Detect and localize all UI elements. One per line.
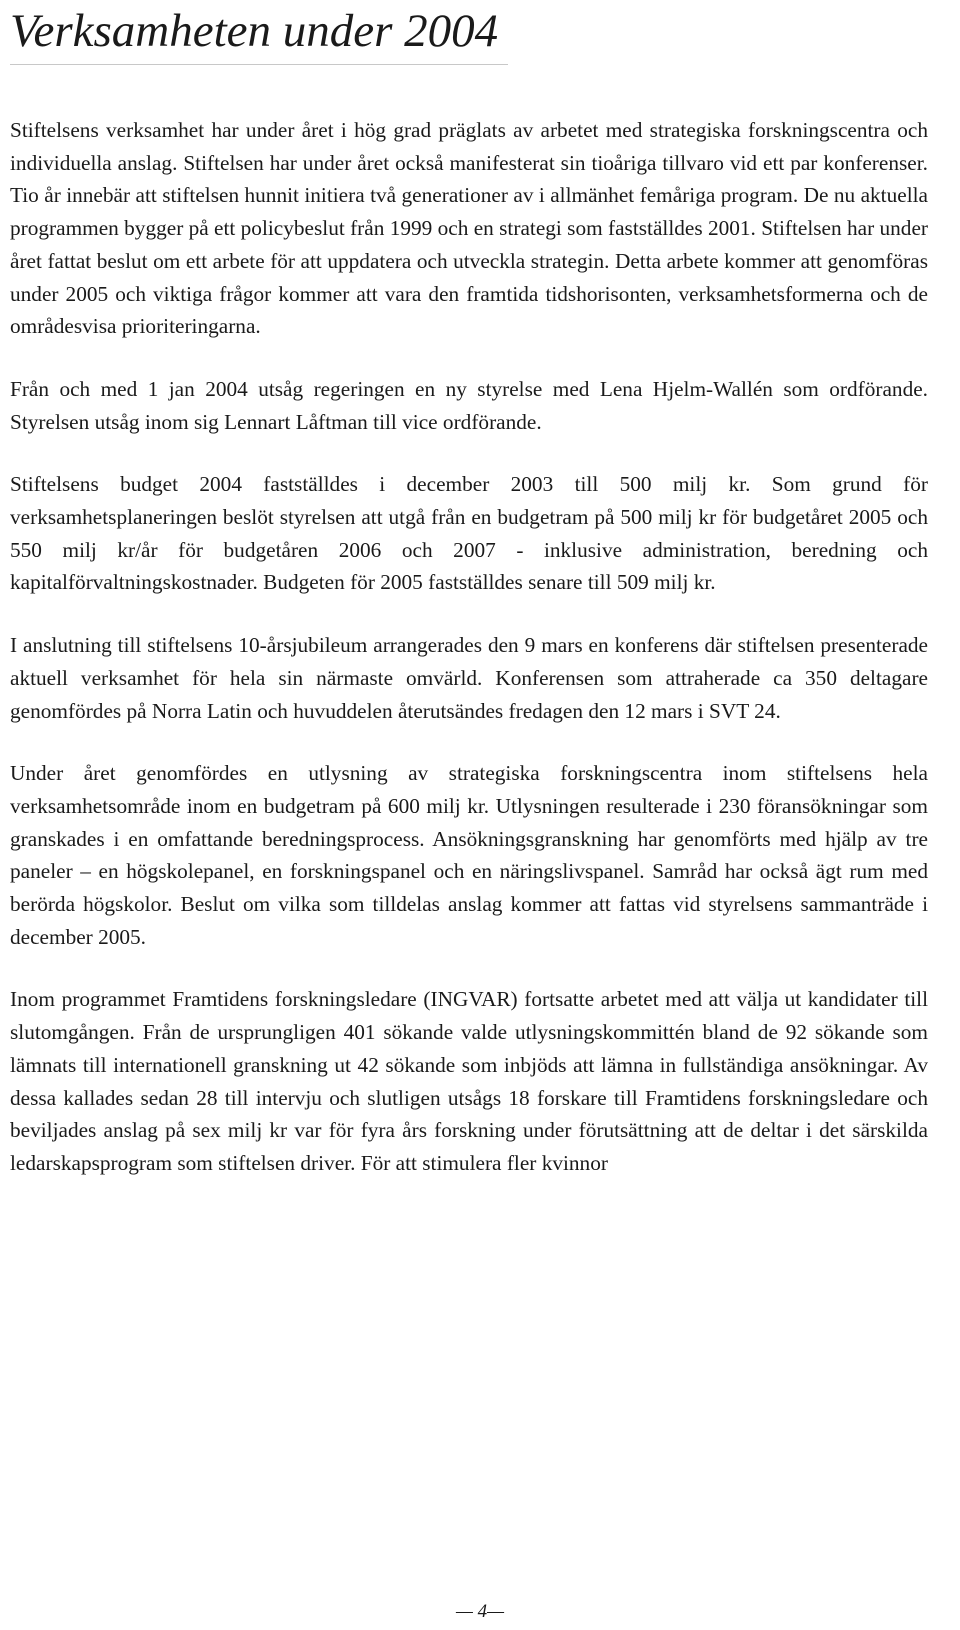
paragraph-research-centres: Under året genomfördes en utlysning av strategiska forskningscentra inom stiftelsens hela verksamhetsområde inom en budgetram på 600 milj kr. Utlysningen resulterade i 230 föransökningar som granskades i en omfattande beredningsprocess. Ansökningsgranskning har genomförts med hjälp av tre paneler – en högskolepanel, en forskningspanel och en näringslivspanel. Samråd har också ägt rum med berörda högskolor. Beslut om vilka som tilldelas anslag kommer att fattas vid styrelsens sammanträde i december 2005.	[10, 761, 928, 949]
paragraph-strategy: Stiftelsens verksamhet har under året i hög grad präglats av arbetet med strategiska forskningscentra och individuella anslag. Stiftelsen har under året också manifesterat sin tioåriga tillvaro vid ett par konferenser. Tio år innebär att stiftelsen hunnit initiera två generationer av i allmänhet femåriga program. De nu aktuella programmen bygger på ett policybeslut från 1999 och en strategi som fastställdes 2001. Stiftelsen har under året fattat beslut om ett arbete för att uppdatera och utveckla strategin. Detta arbete kommer att genomföras under 2005 och viktiga frågor kommer att vara den framtida tidshorisonten, verksamhetsformerna och de områdesvisa prioriteringarna.	[10, 118, 928, 339]
paragraph-board: Från och med 1 jan 2004 utsåg regeringen en ny styrelse med Lena Hjelm-Wallén som ordförande. Styrelsen utsåg inom sig Lennart Låftman till vice ordförande.	[10, 376, 928, 434]
paragraph-ingvar: Inom programmet Framtidens forskningsledare (INGVAR) fortsatte arbetet med att välja ut kandidater till slutomgången. Från de ursprungligen 401 sökande valde utlysningskommittén bland de 92 sökande som lämnats till internationell granskning ut 42 sökande som inbjöds att lämna in fullständiga ansökningar. Av dessa kallades sedan 28 till intervju och slutligen utsågs 18 forskare till Framtidens forskningsledare och beviljades anslag på sex milj kr var för fyra års forskning under förutsättning att de deltar i det särskilda ledarskapsprogram som stiftelsen driver. För att stimulera fler kvinnor	[10, 987, 928, 1175]
page-title: Verksamheten under 2004	[10, 8, 508, 65]
page-number: — 4—	[455, 1601, 505, 1622]
paragraph-budget: Stiftelsens budget 2004 fastställdes i december 2003 till 500 milj kr. Som grund för verksamhetsplaneringen beslöt styrelsen att utgå från en budgetram på 500 milj kr för budgetåret 2005 och 550 milj kr/år för budgetåren 2006 och 2007 - inklusive administration, beredning och kapitalförvaltningskostnader. Budgeten för 2005 fastställdes senare till 509 milj kr.	[10, 472, 928, 595]
body-text	[10, 114, 928, 1180]
paragraph-anniversary: I anslutning till stiftelsens 10-årsjubileum arrangerades den 9 mars en konferens där stiftelsen presenterade aktuell verksamhet för hela sin närmaste omvärld. Konferensen som attraherade ca 350 deltagare genomfördes på Norra Latin och huvuddelen återutsändes fredagen den 12 mars i SVT 24.	[10, 633, 928, 723]
